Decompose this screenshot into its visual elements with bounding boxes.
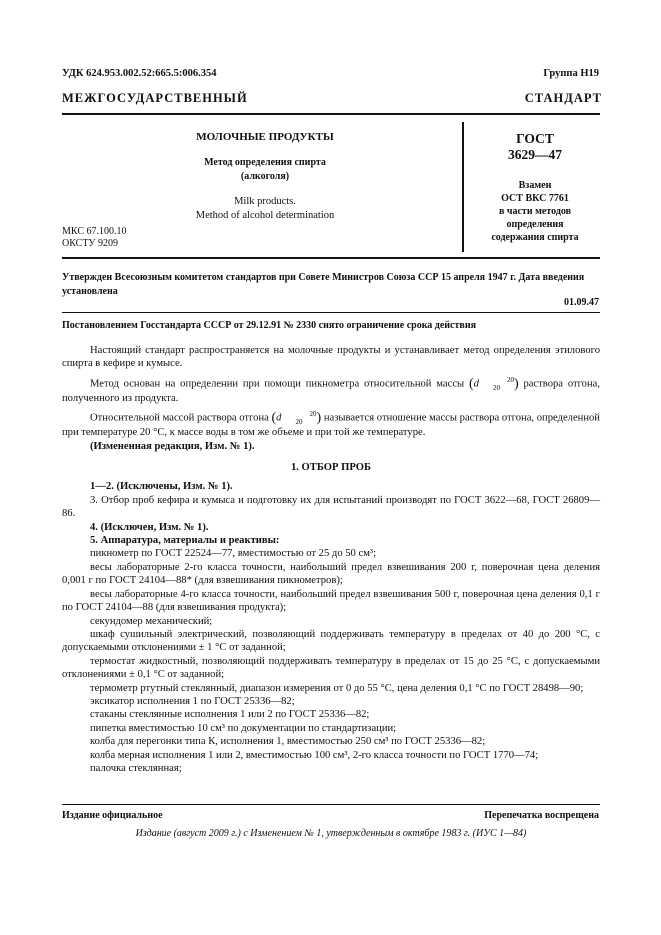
equipment-item: весы лабораторные 4-го класса точности, наибольший предел взвешивания 500 г, поверочная цена деления 0,1 г по ГОСТ 24104—88 (для взвешивания продукта); (62, 588, 600, 614)
udk-code: УДК 624.953.002.52:665.5:006.354 (62, 68, 217, 79)
document-title: МОЛОЧНЫЕ ПРОДУКТЫ (196, 131, 334, 143)
amendment-note: (Измененная редакция, Изм. № 1). (90, 440, 255, 452)
approval-statement: Утвержден Всесоюзным комитетом стандартов при Совете Министров Союза ССР 15 апреля 1947 г. Дата введения установлена (62, 272, 585, 297)
subtitle-line-2: (алкоголя) (240, 171, 290, 182)
section-heading: 1. ОТБОР ПРОБ (290, 462, 372, 474)
density-symbol-2: d (276, 412, 282, 424)
document-subtitle (165, 156, 365, 184)
equipment-item: термометр ртутный стеклянный, диапазон измерения от 0 до 55 °С, цена деления 0,1 °С по ГОСТ 28498—90; (90, 682, 584, 694)
approval-rule (62, 312, 600, 313)
introduction-date: 01.09.47 (564, 297, 599, 308)
title-divider (462, 122, 464, 252)
equipment-item: колба мерная исполнения 1 или 2, вместимостью 100 см³, 2-го класса точности по ГОСТ 1770—74; (90, 749, 539, 761)
equipment-item: пикнометр по ГОСТ 22524—77, вместимостью от 25 до 50 см³; (90, 548, 377, 560)
equipment-item: стаканы стеклянные исполнения 1 или 2 по ГОСТ 25336—82; (90, 709, 370, 721)
title-bottom-rule (62, 257, 600, 259)
okstu-code: ОКСТУ 9209 (62, 238, 119, 249)
equipment-item: весы лабораторные 2-го класса точности, наибольший предел взвешивания 200 г, поверочная цена деления 0,001 г по ГОСТ 24104—88* (для взвешивания пикнометров); (62, 561, 600, 587)
density-sub-2: 20 (295, 418, 303, 427)
scope-paragraph: Настоящий стандарт распространяется на молочные продукты и устанавливает метод определения этилового спирта в кефире и кумысе. (62, 345, 600, 370)
gost-designation (475, 131, 595, 163)
replaces-line-2: ОСТ ВКС 7761 (501, 193, 569, 204)
gost-number: 3629—47 (508, 147, 562, 162)
density-index (479, 376, 514, 392)
replaces-line-3: в части методов (498, 206, 572, 217)
item-1-2: 1—2. (Исключены, Изм. № 1). (90, 481, 233, 493)
density-index-2 (281, 410, 316, 426)
english-title-line-2: Method of alcohol determination (195, 210, 335, 221)
item-3: 3. Отбор проб кефира и кумыса и подготовку их для испытаний производят по ГОСТ 3622—68, ГОСТ 26809—86. (62, 494, 600, 520)
top-rule (62, 113, 600, 115)
footer-rule (62, 804, 600, 805)
english-title-line-1: Milk products. (234, 196, 296, 207)
subtitle-line-1: Метод определения спирта (204, 157, 326, 168)
mks-code: МКС 67.100.10 (62, 226, 127, 237)
english-title (150, 195, 380, 223)
official-edition: Издание официальное (62, 810, 163, 821)
equipment-item: секундомер механический; (90, 615, 213, 627)
replaces-line-1: Взамен (518, 180, 552, 191)
standard-banner: МЕЖГОСУДАРСТВЕННЫЙ СТАНДАРТ (62, 91, 602, 105)
replaces-line-5: содержания спирта (491, 232, 579, 243)
gost-label: ГОСТ (516, 131, 554, 146)
equipment-item: палочка стеклянная; (90, 762, 182, 774)
definition-text-a: Относительной массой раствора отгона (90, 412, 269, 424)
density-sub: 20 (492, 383, 500, 392)
equipment-item: шкаф сушильный электрический, позволяющий поддерживать температуру в пределах от 40 до 200 °С, с допускаемыми отклонениями ± 1 °С от заданной; (62, 628, 600, 654)
item-4: 4. (Исключен, Изм. № 1). (90, 521, 209, 533)
document-body (62, 344, 600, 775)
decree-statement: Постановлением Госстандарта СССР от 29.12.91 № 2330 снято ограничение срока действия (62, 320, 476, 331)
equipment-item: колба для перегонки типа К, исполнения 1, вместимостью 250 см³ по ГОСТ 25336—82; (90, 736, 486, 748)
equipment-item: термостат жидкостный, позволяющий поддерживать температуру в пределах от 15 до 25 °С, с допускаемыми отклонениями ± 0,1 °С от заданной; (62, 655, 600, 681)
group-code: Группа Н19 (543, 68, 599, 79)
classification-codes (62, 226, 126, 250)
item-5: 5. Аппаратура, материалы и реактивы: (90, 535, 280, 547)
method-paragraph: Метод основан на определении при помощи пикнометра относительной массы (d 20 20 ) раствора отгона, полученного из продукта. (62, 375, 600, 404)
replaces-line-4: определения (506, 219, 564, 230)
density-symbol: d (473, 378, 479, 390)
density-sup-2: 20 (309, 410, 317, 419)
definition-paragraph: Относительной массой раствора отгона (d 20 20 ) называется отношение массы раствора отгона, определенной при температуре 20 °С, к массе воды в том же объеме и при той же температуре. (62, 410, 600, 439)
equipment-item: пипетка вместимостью 10 см³ по документации по стандартизации; (90, 722, 397, 734)
method-text-a: Метод основан на определении при помощи пикнометра относительной массы (90, 378, 465, 390)
definition-text-b: называется отношение массы раствора отгона, определенной при температуре 20 °С, к массе воды в том же объеме и при той же температуре. (62, 412, 600, 439)
reprint-prohibited: Перепечатка воспрещена (484, 810, 599, 821)
equipment-item: эксикатор исполнения 1 по ГОСТ 25336—82; (90, 695, 295, 707)
edition-note: Издание (август 2009 г.) с Изменением № 1, утвержденным в октябре 1983 г. (ИУС 1—84) (135, 828, 527, 839)
replaces-block (470, 179, 600, 244)
density-sup: 20 (506, 375, 514, 384)
method-text-b: раствора отгона, полученного из продукта. (62, 378, 600, 404)
